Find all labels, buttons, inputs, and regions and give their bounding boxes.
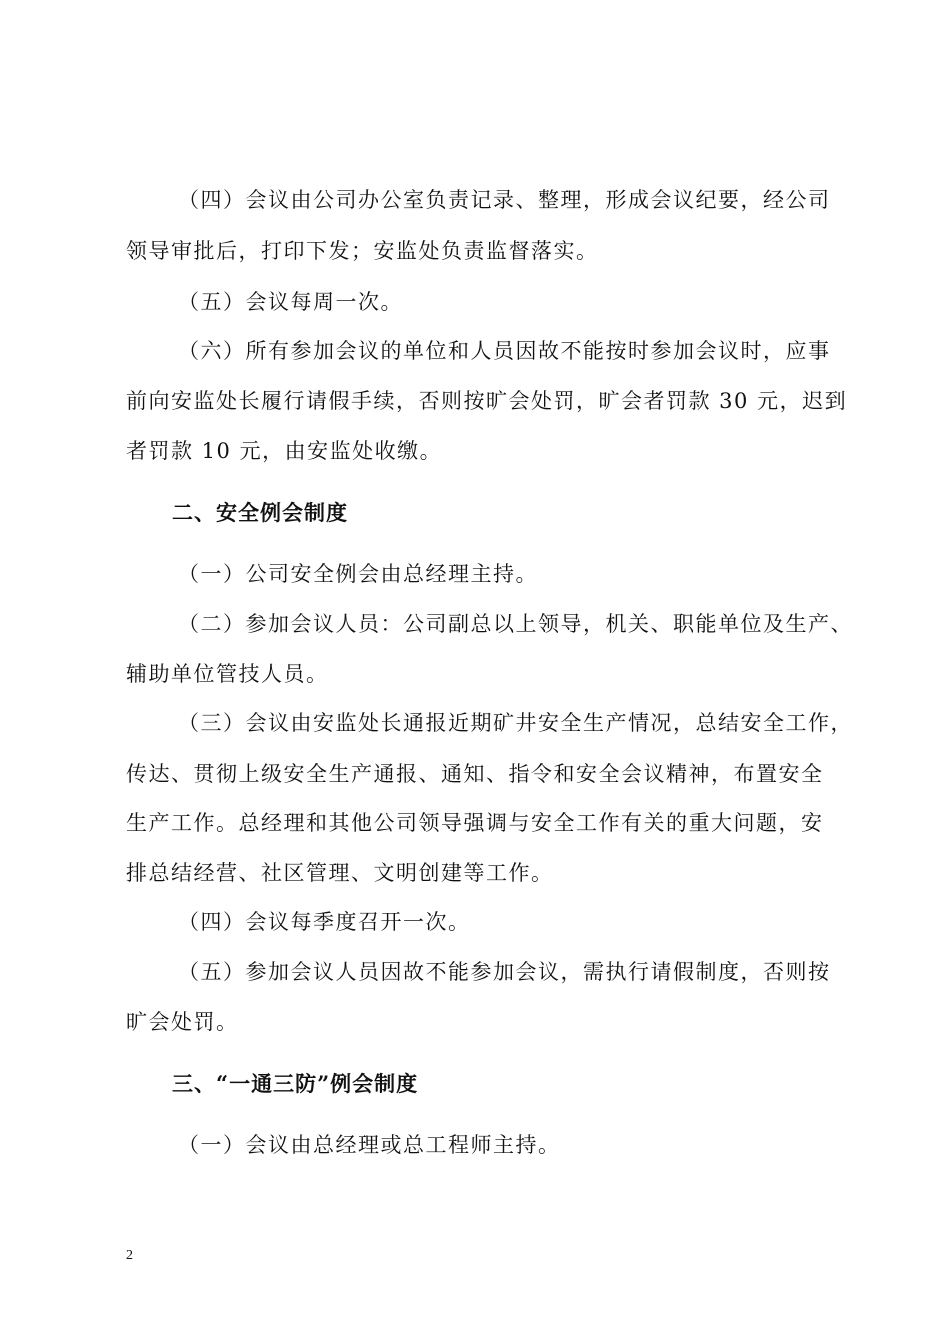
paragraph-line: （四）会议由公司办公室负责记录、整理，形成会议纪要，经公司 <box>178 188 831 212</box>
paragraph-line: 领导审批后，打印下发；安监处负责监督落实。 <box>126 239 599 263</box>
paragraph-line: 辅助单位管技人员。 <box>126 662 329 686</box>
paragraph-line: 传达、贯彻上级安全生产通报、通知、指令和安全会议精神，布置安全 <box>126 762 824 786</box>
paragraph-line: 前向安监处长履行请假手续，否则按旷会处罚，旷会者罚款 30 元，迟到 <box>126 389 848 413</box>
paragraph-line: （六）所有参加会议的单位和人员因故不能按时参加会议时，应事 <box>178 339 831 363</box>
paragraph-line: （五）会议每周一次。 <box>178 290 403 314</box>
paragraph-line: （四）会议每季度召开一次。 <box>178 910 471 934</box>
paragraph-line: 生产工作。总经理和其他公司领导强调与安全工作有关的重大问题，安 <box>126 811 824 835</box>
paragraph-line: （一）公司安全例会由总经理主持。 <box>178 562 538 586</box>
paragraph-line: 排总结经营、社区管理、文明创建等工作。 <box>126 861 554 885</box>
section-heading: 三、“一通三防”例会制度 <box>172 1071 419 1096</box>
paragraph-line: （五）参加会议人员因故不能参加会议，需执行请假制度，否则按 <box>178 960 831 984</box>
paragraph-line: （三）会议由安监处长通报近期矿井安全生产情况，总结安全工作， <box>178 711 853 735</box>
paragraph-line: （一）会议由总经理或总工程师主持。 <box>178 1133 561 1157</box>
section-heading: 二、安全例会制度 <box>172 500 348 525</box>
page-number: 2 <box>126 1248 133 1263</box>
paragraph-line: （二）参加会议人员：公司副总以上领导，机关、职能单位及生产、 <box>178 612 853 636</box>
paragraph-line: 者罚款 10 元，由安监处收缴。 <box>126 439 443 463</box>
paragraph-line: 旷会处罚。 <box>126 1010 239 1034</box>
